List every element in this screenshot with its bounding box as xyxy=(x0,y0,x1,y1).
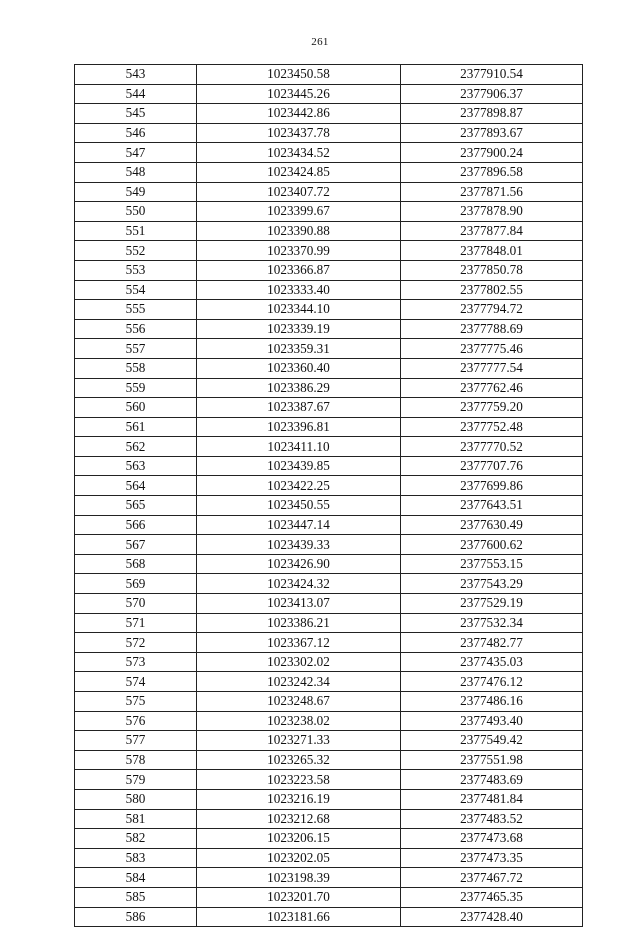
point-number-cell: 583 xyxy=(75,848,197,868)
x-coordinate-cell: 1023212.68 xyxy=(197,809,401,829)
point-number-cell: 574 xyxy=(75,672,197,692)
y-coordinate-cell: 2377483.69 xyxy=(401,770,583,790)
y-coordinate-cell: 2377893.67 xyxy=(401,123,583,143)
x-coordinate-cell: 1023360.40 xyxy=(197,358,401,378)
table-row xyxy=(75,574,583,594)
x-coordinate-cell: 1023339.19 xyxy=(197,319,401,339)
table-row xyxy=(75,65,583,85)
point-number-cell: 556 xyxy=(75,319,197,339)
table-row xyxy=(75,260,583,280)
y-coordinate-cell: 2377900.24 xyxy=(401,143,583,163)
point-number-cell: 573 xyxy=(75,652,197,672)
y-coordinate-cell: 2377465.35 xyxy=(401,887,583,907)
x-coordinate-cell: 1023445.26 xyxy=(197,84,401,104)
y-coordinate-cell: 2377467.72 xyxy=(401,868,583,888)
x-coordinate-cell: 1023411.10 xyxy=(197,437,401,457)
x-coordinate-cell: 1023439.33 xyxy=(197,535,401,555)
x-coordinate-cell: 1023223.58 xyxy=(197,770,401,790)
table-row xyxy=(75,358,583,378)
point-number-cell: 579 xyxy=(75,770,197,790)
y-coordinate-cell: 2377553.15 xyxy=(401,554,583,574)
point-number-cell: 572 xyxy=(75,633,197,653)
x-coordinate-cell: 1023302.02 xyxy=(197,652,401,672)
x-coordinate-cell: 1023181.66 xyxy=(197,907,401,927)
y-coordinate-cell: 2377428.40 xyxy=(401,907,583,927)
y-coordinate-cell: 2377794.72 xyxy=(401,300,583,320)
x-coordinate-cell: 1023333.40 xyxy=(197,280,401,300)
table-row xyxy=(75,868,583,888)
point-number-cell: 546 xyxy=(75,123,197,143)
table-row xyxy=(75,182,583,202)
x-coordinate-cell: 1023238.02 xyxy=(197,711,401,731)
point-number-cell: 567 xyxy=(75,535,197,555)
table-row xyxy=(75,221,583,241)
y-coordinate-cell: 2377871.56 xyxy=(401,182,583,202)
table-row xyxy=(75,123,583,143)
x-coordinate-cell: 1023202.05 xyxy=(197,848,401,868)
table-row xyxy=(75,241,583,261)
x-coordinate-cell: 1023424.85 xyxy=(197,162,401,182)
y-coordinate-cell: 2377529.19 xyxy=(401,594,583,614)
x-coordinate-cell: 1023407.72 xyxy=(197,182,401,202)
point-number-cell: 544 xyxy=(75,84,197,104)
table-row xyxy=(75,515,583,535)
table-row xyxy=(75,162,583,182)
table-row xyxy=(75,633,583,653)
table-row xyxy=(75,280,583,300)
y-coordinate-cell: 2377770.52 xyxy=(401,437,583,457)
x-coordinate-cell: 1023442.86 xyxy=(197,104,401,124)
table-row xyxy=(75,84,583,104)
y-coordinate-cell: 2377699.86 xyxy=(401,476,583,496)
x-coordinate-cell: 1023387.67 xyxy=(197,398,401,418)
x-coordinate-cell: 1023447.14 xyxy=(197,515,401,535)
x-coordinate-cell: 1023424.32 xyxy=(197,574,401,594)
point-number-cell: 568 xyxy=(75,554,197,574)
x-coordinate-cell: 1023396.81 xyxy=(197,417,401,437)
table-row xyxy=(75,848,583,868)
point-number-cell: 551 xyxy=(75,221,197,241)
y-coordinate-cell: 2377483.52 xyxy=(401,809,583,829)
x-coordinate-cell: 1023450.58 xyxy=(197,65,401,85)
y-coordinate-cell: 2377532.34 xyxy=(401,613,583,633)
y-coordinate-cell: 2377802.55 xyxy=(401,280,583,300)
point-number-cell: 586 xyxy=(75,907,197,927)
point-number-cell: 548 xyxy=(75,162,197,182)
table-row xyxy=(75,692,583,712)
y-coordinate-cell: 2377759.20 xyxy=(401,398,583,418)
x-coordinate-cell: 1023198.39 xyxy=(197,868,401,888)
point-number-cell: 558 xyxy=(75,358,197,378)
table-row xyxy=(75,339,583,359)
y-coordinate-cell: 2377906.37 xyxy=(401,84,583,104)
point-number-cell: 553 xyxy=(75,260,197,280)
x-coordinate-cell: 1023216.19 xyxy=(197,789,401,809)
x-coordinate-cell: 1023366.87 xyxy=(197,260,401,280)
x-coordinate-cell: 1023390.88 xyxy=(197,221,401,241)
point-number-cell: 566 xyxy=(75,515,197,535)
y-coordinate-cell: 2377482.77 xyxy=(401,633,583,653)
table-row xyxy=(75,731,583,751)
page-number: 261 xyxy=(311,36,329,48)
table-row xyxy=(75,202,583,222)
point-number-cell: 564 xyxy=(75,476,197,496)
x-coordinate-cell: 1023422.25 xyxy=(197,476,401,496)
table-row xyxy=(75,300,583,320)
y-coordinate-cell: 2377788.69 xyxy=(401,319,583,339)
y-coordinate-cell: 2377762.46 xyxy=(401,378,583,398)
table-row xyxy=(75,104,583,124)
point-number-cell: 576 xyxy=(75,711,197,731)
x-coordinate-cell: 1023450.55 xyxy=(197,496,401,516)
point-number-cell: 565 xyxy=(75,496,197,516)
y-coordinate-cell: 2377643.51 xyxy=(401,496,583,516)
point-number-cell: 575 xyxy=(75,692,197,712)
point-number-cell: 582 xyxy=(75,829,197,849)
y-coordinate-cell: 2377752.48 xyxy=(401,417,583,437)
point-number-cell: 552 xyxy=(75,241,197,261)
y-coordinate-cell: 2377878.90 xyxy=(401,202,583,222)
x-coordinate-cell: 1023344.10 xyxy=(197,300,401,320)
x-coordinate-cell: 1023386.21 xyxy=(197,613,401,633)
point-number-cell: 569 xyxy=(75,574,197,594)
y-coordinate-cell: 2377600.62 xyxy=(401,535,583,555)
point-number-cell: 549 xyxy=(75,182,197,202)
x-coordinate-cell: 1023201.70 xyxy=(197,887,401,907)
y-coordinate-cell: 2377910.54 xyxy=(401,65,583,85)
y-coordinate-cell: 2377481.84 xyxy=(401,789,583,809)
point-number-cell: 580 xyxy=(75,789,197,809)
table-row xyxy=(75,652,583,672)
point-number-cell: 571 xyxy=(75,613,197,633)
point-number-cell: 555 xyxy=(75,300,197,320)
table-row xyxy=(75,770,583,790)
y-coordinate-cell: 2377435.03 xyxy=(401,652,583,672)
table-row xyxy=(75,319,583,339)
table-row xyxy=(75,887,583,907)
y-coordinate-cell: 2377549.42 xyxy=(401,731,583,751)
point-number-cell: 554 xyxy=(75,280,197,300)
point-number-cell: 557 xyxy=(75,339,197,359)
table-row xyxy=(75,750,583,770)
point-number-cell: 562 xyxy=(75,437,197,457)
point-number-cell: 563 xyxy=(75,456,197,476)
table-row xyxy=(75,829,583,849)
point-number-cell: 543 xyxy=(75,65,197,85)
point-number-cell: 550 xyxy=(75,202,197,222)
x-coordinate-cell: 1023271.33 xyxy=(197,731,401,751)
point-number-cell: 545 xyxy=(75,104,197,124)
table-row xyxy=(75,496,583,516)
point-number-cell: 578 xyxy=(75,750,197,770)
point-number-cell: 570 xyxy=(75,594,197,614)
x-coordinate-cell: 1023242.34 xyxy=(197,672,401,692)
table-row xyxy=(75,809,583,829)
table-row xyxy=(75,378,583,398)
point-number-cell: 547 xyxy=(75,143,197,163)
point-number-cell: 561 xyxy=(75,417,197,437)
table-row xyxy=(75,594,583,614)
y-coordinate-cell: 2377476.12 xyxy=(401,672,583,692)
y-coordinate-cell: 2377630.49 xyxy=(401,515,583,535)
x-coordinate-cell: 1023439.85 xyxy=(197,456,401,476)
table-row xyxy=(75,456,583,476)
table-row xyxy=(75,437,583,457)
x-coordinate-cell: 1023206.15 xyxy=(197,829,401,849)
table-row xyxy=(75,672,583,692)
y-coordinate-cell: 2377473.68 xyxy=(401,829,583,849)
y-coordinate-cell: 2377551.98 xyxy=(401,750,583,770)
x-coordinate-cell: 1023248.67 xyxy=(197,692,401,712)
y-coordinate-cell: 2377543.29 xyxy=(401,574,583,594)
y-coordinate-cell: 2377486.16 xyxy=(401,692,583,712)
x-coordinate-cell: 1023386.29 xyxy=(197,378,401,398)
table-row xyxy=(75,417,583,437)
point-number-cell: 585 xyxy=(75,887,197,907)
table-row xyxy=(75,613,583,633)
y-coordinate-cell: 2377848.01 xyxy=(401,241,583,261)
y-coordinate-cell: 2377777.54 xyxy=(401,358,583,378)
point-number-cell: 560 xyxy=(75,398,197,418)
table-row xyxy=(75,398,583,418)
x-coordinate-cell: 1023399.67 xyxy=(197,202,401,222)
table-row xyxy=(75,711,583,731)
x-coordinate-cell: 1023370.99 xyxy=(197,241,401,261)
coordinates-table xyxy=(74,64,583,927)
x-coordinate-cell: 1023367.12 xyxy=(197,633,401,653)
y-coordinate-cell: 2377896.58 xyxy=(401,162,583,182)
y-coordinate-cell: 2377877.84 xyxy=(401,221,583,241)
x-coordinate-cell: 1023359.31 xyxy=(197,339,401,359)
table-row xyxy=(75,143,583,163)
x-coordinate-cell: 1023413.07 xyxy=(197,594,401,614)
y-coordinate-cell: 2377707.76 xyxy=(401,456,583,476)
table-row xyxy=(75,907,583,927)
x-coordinate-cell: 1023437.78 xyxy=(197,123,401,143)
table-row xyxy=(75,476,583,496)
x-coordinate-cell: 1023265.32 xyxy=(197,750,401,770)
point-number-cell: 581 xyxy=(75,809,197,829)
point-number-cell: 559 xyxy=(75,378,197,398)
point-number-cell: 577 xyxy=(75,731,197,751)
table-row xyxy=(75,535,583,555)
point-number-cell: 584 xyxy=(75,868,197,888)
y-coordinate-cell: 2377898.87 xyxy=(401,104,583,124)
x-coordinate-cell: 1023434.52 xyxy=(197,143,401,163)
y-coordinate-cell: 2377775.46 xyxy=(401,339,583,359)
table-row xyxy=(75,554,583,574)
x-coordinate-cell: 1023426.90 xyxy=(197,554,401,574)
y-coordinate-cell: 2377473.35 xyxy=(401,848,583,868)
y-coordinate-cell: 2377850.78 xyxy=(401,260,583,280)
y-coordinate-cell: 2377493.40 xyxy=(401,711,583,731)
table-row xyxy=(75,789,583,809)
coordinates-table-body xyxy=(75,65,583,927)
